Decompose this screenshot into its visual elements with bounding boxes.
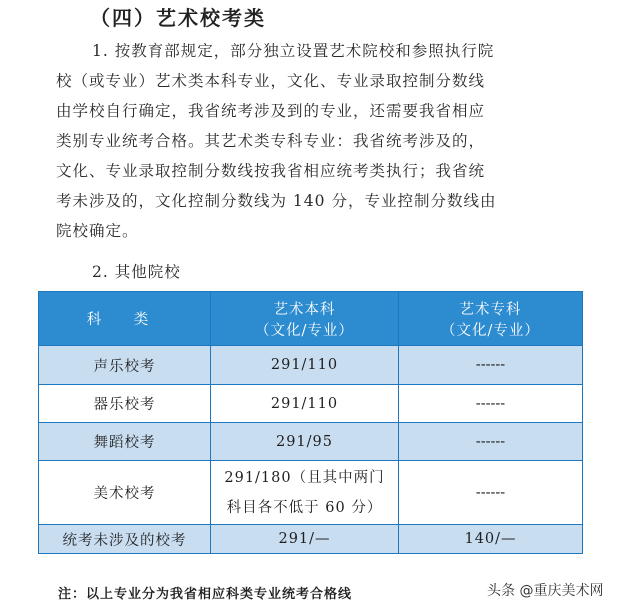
paragraph-line: 院校确定。 <box>56 222 139 240</box>
row-junior: ------ <box>399 385 583 423</box>
header-undergrad-sub: （文化/专业） <box>255 322 354 339</box>
table-header-row <box>39 292 583 346</box>
table-row <box>39 423 583 461</box>
paragraph-line: 1. 按教育部规定，部分独立设置艺术院校和参照执行院 <box>92 42 495 60</box>
row-junior: 140/— <box>399 525 583 554</box>
header-undergrad <box>211 292 399 346</box>
row-undergrad: 291/110 <box>211 385 399 423</box>
header-junior-title: 艺术专科 <box>459 301 522 318</box>
table-row <box>39 346 583 385</box>
row-undergrad-line: 科目各不低于 60 分） <box>226 499 383 516</box>
subheading: 2. 其他院校 <box>92 263 181 281</box>
row-undergrad: 291/110 <box>211 346 399 385</box>
rule-paragraph <box>56 36 556 246</box>
paragraph-line: 由学校自行确定，我省统考涉及到的专业，还需要我省相应 <box>56 102 486 120</box>
header-junior-sub: （文化/专业） <box>441 322 540 339</box>
section-heading: （四）艺术校考类 <box>90 6 266 30</box>
row-category: 声乐校考 <box>39 346 211 385</box>
row-category: 舞蹈校考 <box>39 423 211 461</box>
row-undergrad: 291/— <box>211 525 399 554</box>
header-undergrad-title: 艺术本科 <box>273 301 336 318</box>
paragraph-line: 文化、专业录取控制分数线按我省相应统考类执行；我省统 <box>56 162 486 180</box>
row-junior: ------ <box>399 461 583 525</box>
header-category: 科 类 <box>39 292 211 346</box>
table-row <box>39 461 583 525</box>
row-undergrad <box>211 461 399 525</box>
row-undergrad-line: 291/180（且其中两门 <box>224 469 385 486</box>
watermark: 头条 @重庆美术网 <box>487 583 604 599</box>
row-category: 美术校考 <box>39 461 211 525</box>
header-junior <box>399 292 583 346</box>
table-row <box>39 525 583 554</box>
row-category: 器乐校考 <box>39 385 211 423</box>
table-row <box>39 385 583 423</box>
row-junior: ------ <box>399 423 583 461</box>
paragraph-line: 考未涉及的，文化控制分数线为 140 分，专业控制分数线由 <box>56 192 497 210</box>
row-undergrad: 291/95 <box>211 423 399 461</box>
row-category: 统考未涉及的校考 <box>39 525 211 554</box>
paragraph-line: 类别专业统考合格。其艺术类专科专业：我省统考涉及的， <box>56 132 486 150</box>
paragraph-line: 校（或专业）艺术类本科专业，文化、专业录取控制分数线 <box>56 72 486 90</box>
footnote: 注：以上专业分为我省相应科类专业统考合格线 <box>58 587 353 602</box>
row-junior: ------ <box>399 346 583 385</box>
score-table <box>38 291 583 554</box>
